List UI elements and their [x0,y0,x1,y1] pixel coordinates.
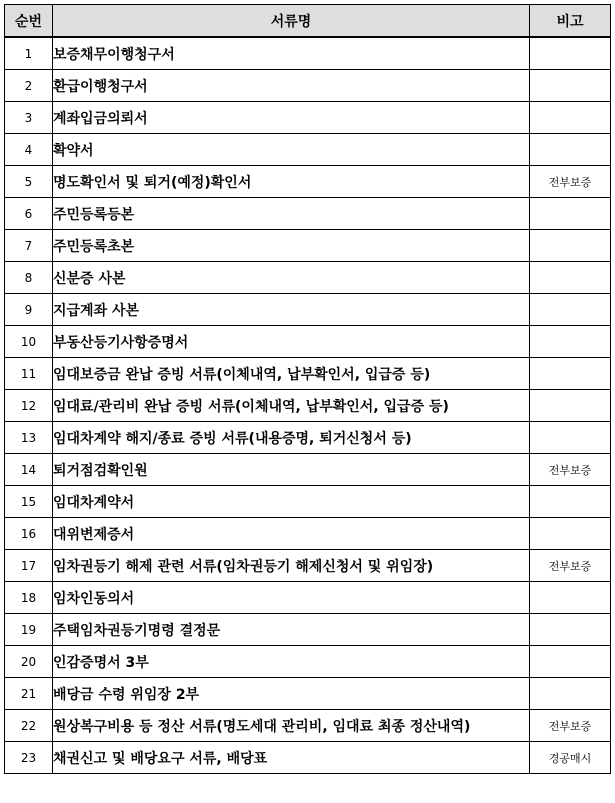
row-document-name: 확약서 [53,134,530,166]
row-number: 3 [5,102,53,134]
row-document-name: 부동산등기사항증명서 [53,326,530,358]
row-document-name: 보증채무이행청구서 [53,37,530,70]
row-number: 5 [5,166,53,198]
row-note [530,37,611,70]
row-number: 2 [5,70,53,102]
row-document-name: 대위변제증서 [53,518,530,550]
row-document-name: 원상복구비용 등 정산 서류(명도세대 관리비, 임대료 최종 정산내역) [53,710,530,742]
row-document-name: 임대보증금 완납 증빙 서류(이체내역, 납부확인서, 입급증 등) [53,358,530,390]
row-note [530,198,611,230]
table-row [5,166,611,198]
table-row [5,230,611,262]
row-number: 6 [5,198,53,230]
row-note [530,582,611,614]
row-number: 10 [5,326,53,358]
row-number: 19 [5,614,53,646]
row-note: 전부보증 [530,550,611,582]
row-number: 21 [5,678,53,710]
row-note [530,646,611,678]
table-row [5,37,611,70]
row-document-name: 임대차계약 해지/종료 증빙 서류(내용증명, 퇴거신청서 등) [53,422,530,454]
row-document-name: 지급계좌 사본 [53,294,530,326]
header-note: 비고 [530,5,611,38]
row-number: 16 [5,518,53,550]
row-number: 7 [5,230,53,262]
row-document-name: 신분증 사본 [53,262,530,294]
row-note: 전부보증 [530,166,611,198]
row-note [530,294,611,326]
table-row [5,198,611,230]
row-note [530,70,611,102]
row-number: 23 [5,742,53,774]
table-row [5,70,611,102]
row-document-name: 명도확인서 및 퇴거(예정)확인서 [53,166,530,198]
header-number: 순번 [5,5,53,38]
table-row [5,710,611,742]
row-note [530,102,611,134]
row-note: 전부보증 [530,454,611,486]
row-note [530,134,611,166]
row-document-name: 환급이행청구서 [53,70,530,102]
row-number: 15 [5,486,53,518]
table-row [5,422,611,454]
table-row [5,326,611,358]
table-row [5,550,611,582]
table-row [5,486,611,518]
row-note [530,326,611,358]
row-note [530,262,611,294]
row-document-name: 주민등록초본 [53,230,530,262]
table-header-row [5,5,611,38]
row-document-name: 채권신고 및 배당요구 서류, 배당표 [53,742,530,774]
table-row [5,102,611,134]
table-row [5,742,611,774]
row-number: 17 [5,550,53,582]
row-document-name: 주택임차권등기명령 결정문 [53,614,530,646]
row-document-name: 임대료/관리비 완납 증빙 서류(이체내역, 납부확인서, 입급증 등) [53,390,530,422]
row-number: 9 [5,294,53,326]
row-document-name: 임차인동의서 [53,582,530,614]
row-note [530,518,611,550]
table-row [5,454,611,486]
table-row [5,262,611,294]
row-number: 8 [5,262,53,294]
row-document-name: 임대차계약서 [53,486,530,518]
table-row [5,294,611,326]
header-document-name: 서류명 [53,5,530,38]
table-row [5,646,611,678]
row-number: 20 [5,646,53,678]
row-note [530,390,611,422]
row-note: 전부보증 [530,710,611,742]
table-row [5,582,611,614]
table-row [5,358,611,390]
row-document-name: 인감증명서 3부 [53,646,530,678]
table-body [5,37,611,774]
row-number: 11 [5,358,53,390]
row-document-name: 계좌입금의뢰서 [53,102,530,134]
row-note [530,230,611,262]
row-note [530,486,611,518]
row-number: 4 [5,134,53,166]
table-row [5,614,611,646]
row-number: 13 [5,422,53,454]
document-list-table [4,4,611,774]
row-note: 경공매시 [530,742,611,774]
row-note [530,422,611,454]
row-document-name: 임차권등기 해제 관련 서류(임차권등기 해제신청서 및 위임장) [53,550,530,582]
table-row [5,390,611,422]
row-document-name: 퇴거점검확인원 [53,454,530,486]
row-number: 12 [5,390,53,422]
row-note [530,614,611,646]
row-document-name: 주민등록등본 [53,198,530,230]
table-row [5,518,611,550]
row-number: 14 [5,454,53,486]
table-row [5,678,611,710]
row-note [530,678,611,710]
row-number: 1 [5,37,53,70]
table-row [5,134,611,166]
row-document-name: 배당금 수령 위임장 2부 [53,678,530,710]
row-number: 22 [5,710,53,742]
row-number: 18 [5,582,53,614]
row-note [530,358,611,390]
